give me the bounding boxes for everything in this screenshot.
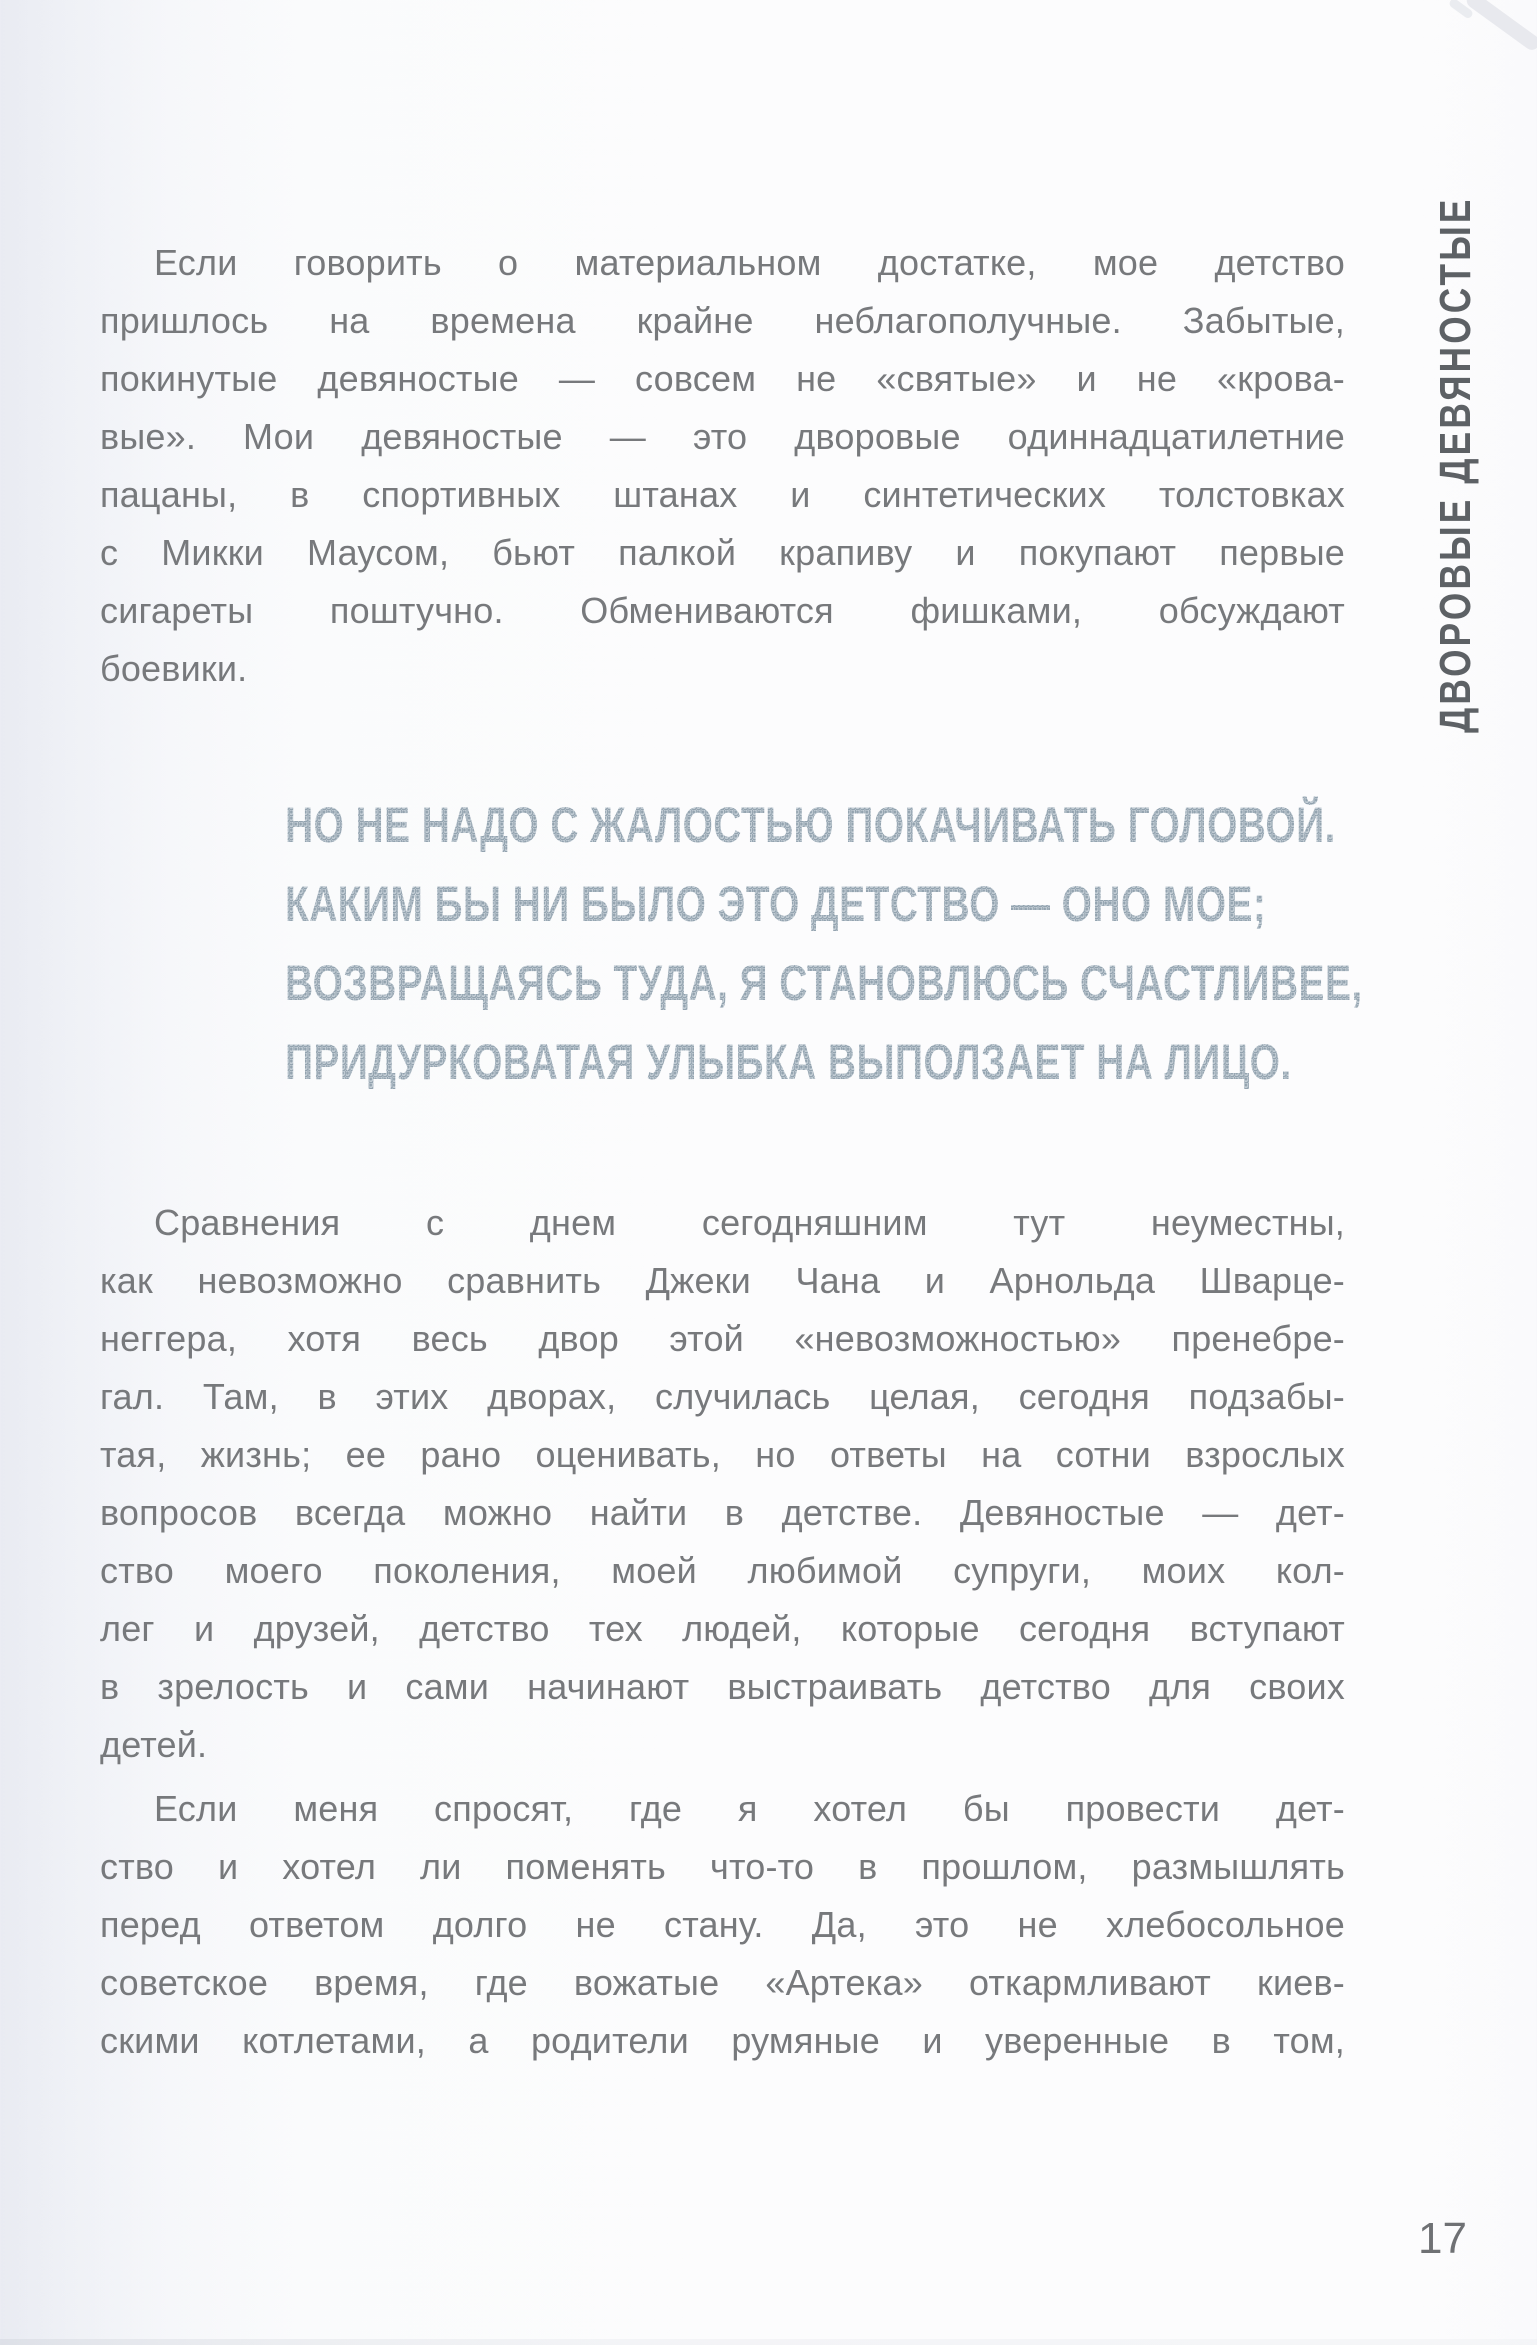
pull-quote-text: ВОЗВРАЩАЯСЬ ТУДА, Я СТАНОВЛЮСЬ СЧАСТЛИВЕЕ, — [285, 944, 1363, 1023]
text-line: пришлось на времена крайне неблагополучные. Забытые, — [100, 300, 1345, 341]
pull-quote-text: КАКИМ БЫ НИ БЫЛО ЭТО ДЕТСТВО — ОНО МОЕ; — [285, 865, 1266, 944]
text-line: вопросов всегда можно найти в детстве. Девяностые — дет- — [100, 1492, 1345, 1533]
pull-quote-text: НО НЕ НАДО С ЖАЛОСТЬЮ ПОКАЧИВАТЬ ГОЛОВОЙ. — [285, 786, 1336, 865]
text-line: в зрелость и сами начинают выстраивать детство для своих — [100, 1666, 1345, 1707]
text-line: гал. Там, в этих дворах, случилась целая, сегодня подзабы- — [100, 1376, 1345, 1417]
text-line: неггера, хотя весь двор этой «невозможностью» пренебре- — [100, 1318, 1345, 1359]
text-line: ство и хотел ли поменять что-то в прошлом, размышлять — [100, 1846, 1345, 1887]
pull-quote — [285, 786, 1537, 1102]
scan-smudge — [1464, 0, 1537, 53]
text-line: Сравнения с днем сегодняшним тут неуместны, — [154, 1202, 1345, 1243]
text-line: советское время, где вожатые «Артека» откармливают киев- — [100, 1962, 1345, 2003]
text-line: сигареты поштучно. Обмениваются фишками, обсуждают — [100, 590, 1345, 631]
page-number: 17 — [1418, 2214, 1467, 2263]
pull-quote-text: ПРИДУРКОВАТАЯ УЛЫБКА ВЫПОЛЗАЕТ НА ЛИЦО. — [285, 1023, 1292, 1102]
body-paragraph-2 — [100, 1194, 1345, 1774]
pull-quote-line — [285, 786, 1537, 865]
text-line: пацаны, в спортивных штанах и синтетических толстовках — [100, 474, 1345, 515]
body-paragraph-1 — [100, 234, 1345, 698]
text-line: покинутые девяностые — совсем не «святые» и не «крова- — [100, 358, 1345, 399]
text-line: лег и друзей, детство тех людей, которые сегодня вступают — [100, 1608, 1345, 1649]
text-line: с Микки Маусом, бьют палкой крапиву и покупают первые — [100, 532, 1345, 573]
text-line: вые». Мои девяностые — это дворовые одиннадцатилетние — [100, 416, 1345, 457]
text-line: перед ответом долго не стану. Да, это не хлебосольное — [100, 1904, 1345, 1945]
pull-quote-line — [285, 944, 1537, 1023]
pull-quote-line — [285, 1023, 1537, 1102]
text-line: Если говорить о материальном достатке, мое детство — [154, 242, 1345, 283]
running-head-vertical — [1431, 196, 1480, 734]
scan-bottom-edge — [0, 2339, 1537, 2345]
text-line: тая, жизнь; ее рано оценивать, но ответы на сотни взрослых — [100, 1434, 1345, 1475]
text-line: ство моего поколения, моей любимой супруги, моих кол- — [100, 1550, 1345, 1591]
pull-quote-line — [285, 865, 1537, 944]
text-line: Если меня спросят, где я хотел бы провести дет- — [154, 1788, 1345, 1829]
running-head-text: ДВОРОВЫЕ ДЕВЯНОСТЫЕ — [1431, 196, 1480, 734]
text-line: как невозможно сравнить Джеки Чана и Арнольда Шварце- — [100, 1260, 1345, 1301]
text-line: детей. — [100, 1724, 208, 1765]
text-line: боевики. — [100, 648, 248, 689]
body-paragraph-3 — [100, 1780, 1345, 2070]
text-line: скими котлетами, а родители румяные и уверенные в том, — [100, 2020, 1345, 2061]
